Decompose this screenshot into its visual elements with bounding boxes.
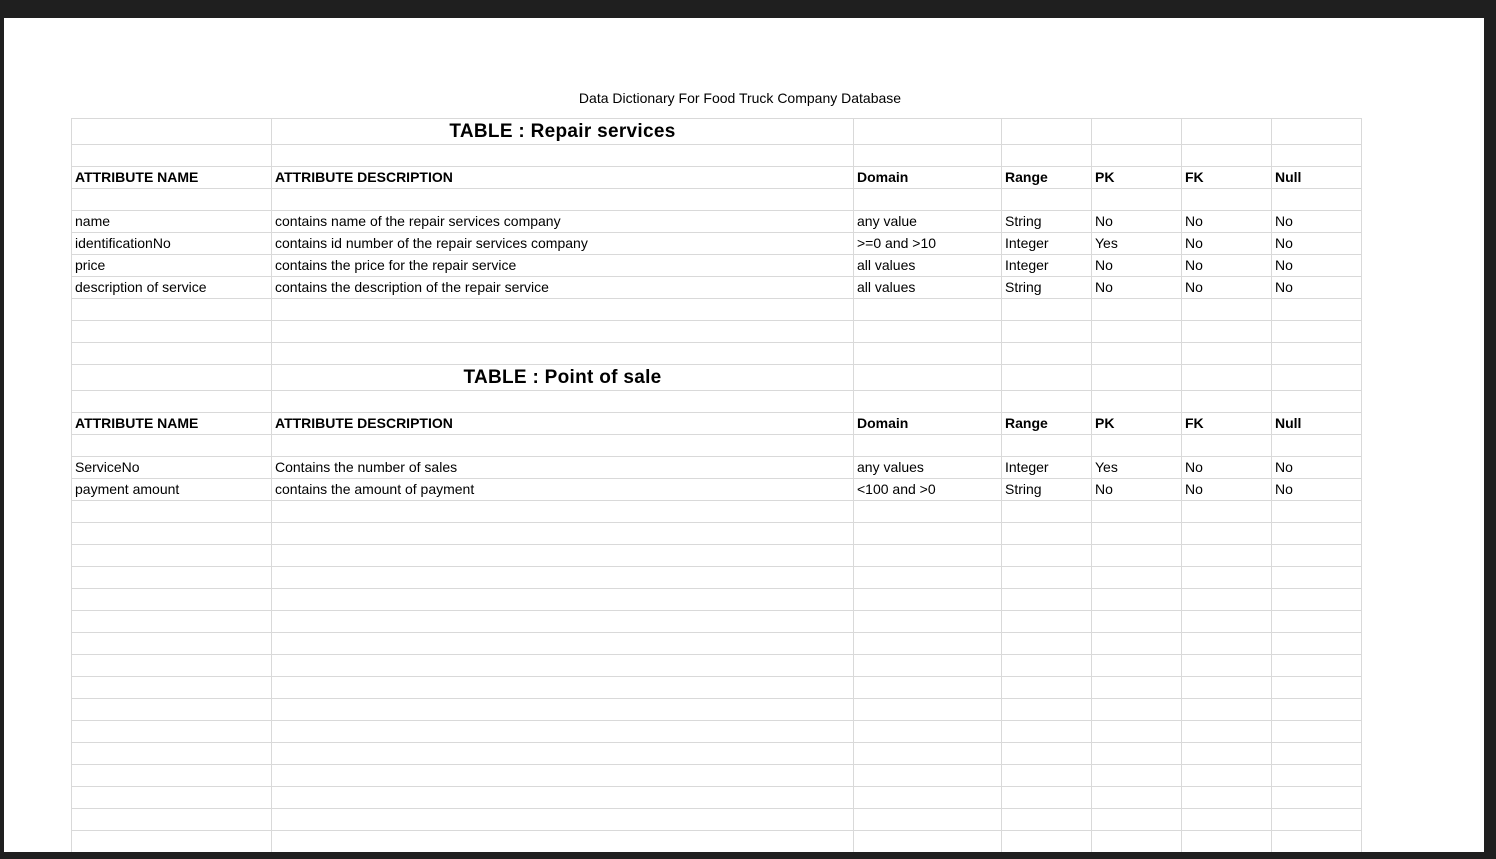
empty-cell bbox=[1182, 721, 1272, 743]
empty-cell bbox=[272, 391, 854, 413]
empty-cell bbox=[1272, 545, 1362, 567]
empty-cell bbox=[1002, 545, 1092, 567]
document-page bbox=[4, 18, 1484, 852]
empty-cell bbox=[854, 743, 1002, 765]
empty-cell bbox=[854, 545, 1002, 567]
table-cell: No bbox=[1092, 211, 1182, 233]
document-title: Data Dictionary For Food Truck Company Database bbox=[578, 90, 902, 106]
empty-cell bbox=[72, 365, 272, 391]
empty-cell bbox=[72, 765, 272, 787]
empty-row bbox=[72, 145, 1362, 167]
empty-cell bbox=[272, 523, 854, 545]
empty-cell bbox=[1002, 189, 1092, 211]
empty-cell bbox=[272, 189, 854, 211]
column-header: Range bbox=[1002, 413, 1092, 435]
table-cell: price bbox=[72, 255, 272, 277]
empty-row bbox=[72, 633, 1362, 655]
table-cell: Integer bbox=[1002, 255, 1092, 277]
empty-cell bbox=[854, 435, 1002, 457]
empty-cell bbox=[1092, 145, 1182, 167]
empty-cell bbox=[1182, 743, 1272, 765]
empty-cell bbox=[1182, 145, 1272, 167]
empty-cell bbox=[1092, 119, 1182, 145]
table-cell: No bbox=[1092, 277, 1182, 299]
column-header: ATTRIBUTE DESCRIPTION bbox=[272, 413, 854, 435]
empty-cell bbox=[854, 655, 1002, 677]
empty-cell bbox=[72, 677, 272, 699]
empty-cell bbox=[1272, 743, 1362, 765]
empty-cell bbox=[72, 721, 272, 743]
empty-cell bbox=[272, 765, 854, 787]
empty-cell bbox=[1002, 633, 1092, 655]
empty-cell bbox=[1272, 567, 1362, 589]
table-cell: No bbox=[1182, 277, 1272, 299]
empty-cell bbox=[1002, 765, 1092, 787]
empty-cell bbox=[854, 523, 1002, 545]
empty-cell bbox=[1182, 321, 1272, 343]
empty-cell bbox=[1272, 633, 1362, 655]
empty-cell bbox=[72, 343, 272, 365]
empty-cell bbox=[1092, 523, 1182, 545]
empty-cell bbox=[272, 809, 854, 831]
empty-cell bbox=[1002, 831, 1092, 853]
empty-row bbox=[72, 321, 1362, 343]
empty-cell bbox=[1182, 633, 1272, 655]
empty-cell bbox=[1182, 567, 1272, 589]
table-row bbox=[72, 255, 1362, 277]
empty-cell bbox=[1002, 787, 1092, 809]
column-header: Domain bbox=[854, 167, 1002, 189]
column-header: PK bbox=[1092, 167, 1182, 189]
empty-cell bbox=[272, 831, 854, 853]
column-header: ATTRIBUTE NAME bbox=[72, 167, 272, 189]
empty-cell bbox=[1002, 655, 1092, 677]
empty-row bbox=[72, 699, 1362, 721]
empty-cell bbox=[1272, 655, 1362, 677]
empty-cell bbox=[854, 611, 1002, 633]
empty-cell bbox=[1002, 699, 1092, 721]
table-row bbox=[72, 457, 1362, 479]
empty-cell bbox=[1092, 189, 1182, 211]
empty-row bbox=[72, 299, 1362, 321]
empty-row bbox=[72, 831, 1362, 853]
table-cell: No bbox=[1272, 233, 1362, 255]
empty-cell bbox=[72, 633, 272, 655]
table-cell: No bbox=[1182, 457, 1272, 479]
table-cell: Integer bbox=[1002, 457, 1092, 479]
empty-cell bbox=[1272, 343, 1362, 365]
empty-cell bbox=[854, 391, 1002, 413]
empty-cell bbox=[1272, 699, 1362, 721]
empty-cell bbox=[1272, 299, 1362, 321]
column-header: Domain bbox=[854, 413, 1002, 435]
empty-cell bbox=[1002, 391, 1092, 413]
empty-cell bbox=[72, 321, 272, 343]
empty-cell bbox=[1002, 809, 1092, 831]
table-cell: No bbox=[1182, 479, 1272, 501]
column-header: Range bbox=[1002, 167, 1092, 189]
table-row bbox=[72, 233, 1362, 255]
empty-cell bbox=[272, 655, 854, 677]
empty-cell bbox=[1092, 787, 1182, 809]
empty-cell bbox=[72, 699, 272, 721]
empty-cell bbox=[1092, 567, 1182, 589]
header-row bbox=[72, 167, 1362, 189]
empty-cell bbox=[854, 677, 1002, 699]
empty-row bbox=[72, 523, 1362, 545]
empty-cell bbox=[1002, 677, 1092, 699]
table-cell: description of service bbox=[72, 277, 272, 299]
empty-row bbox=[72, 189, 1362, 211]
table-title: TABLE : Point of sale bbox=[272, 365, 854, 391]
empty-row bbox=[72, 677, 1362, 699]
empty-cell bbox=[1272, 765, 1362, 787]
empty-cell bbox=[1092, 743, 1182, 765]
empty-cell bbox=[1272, 321, 1362, 343]
empty-cell bbox=[272, 299, 854, 321]
empty-cell bbox=[272, 611, 854, 633]
empty-cell bbox=[1182, 699, 1272, 721]
empty-cell bbox=[272, 343, 854, 365]
empty-cell bbox=[72, 589, 272, 611]
table-title: TABLE : Repair services bbox=[272, 119, 854, 145]
empty-cell bbox=[854, 365, 1002, 391]
table-row bbox=[72, 277, 1362, 299]
empty-cell bbox=[1272, 523, 1362, 545]
empty-cell bbox=[854, 787, 1002, 809]
empty-cell bbox=[1092, 633, 1182, 655]
column-header: ATTRIBUTE NAME bbox=[72, 413, 272, 435]
empty-cell bbox=[1002, 119, 1092, 145]
table-cell: No bbox=[1092, 255, 1182, 277]
empty-cell bbox=[272, 787, 854, 809]
table-cell: Contains the number of sales bbox=[272, 457, 854, 479]
table-cell: contains name of the repair services company bbox=[272, 211, 854, 233]
table-cell: No bbox=[1272, 277, 1362, 299]
empty-cell bbox=[854, 189, 1002, 211]
table-cell: String bbox=[1002, 479, 1092, 501]
empty-cell bbox=[272, 721, 854, 743]
empty-cell bbox=[72, 545, 272, 567]
empty-cell bbox=[72, 523, 272, 545]
empty-cell bbox=[72, 299, 272, 321]
table-cell: No bbox=[1182, 211, 1272, 233]
table-cell: name bbox=[72, 211, 272, 233]
empty-cell bbox=[1182, 787, 1272, 809]
empty-cell bbox=[1182, 299, 1272, 321]
column-header: Null bbox=[1272, 413, 1362, 435]
table-title-row bbox=[72, 365, 1362, 391]
empty-cell bbox=[72, 611, 272, 633]
empty-cell bbox=[272, 435, 854, 457]
empty-cell bbox=[1092, 677, 1182, 699]
empty-cell bbox=[1182, 655, 1272, 677]
column-header: PK bbox=[1092, 413, 1182, 435]
empty-cell bbox=[1272, 589, 1362, 611]
empty-cell bbox=[1272, 677, 1362, 699]
empty-cell bbox=[1272, 119, 1362, 145]
empty-cell bbox=[72, 189, 272, 211]
empty-cell bbox=[1272, 787, 1362, 809]
empty-row bbox=[72, 743, 1362, 765]
empty-row bbox=[72, 809, 1362, 831]
empty-cell bbox=[1182, 189, 1272, 211]
empty-cell bbox=[1272, 501, 1362, 523]
empty-cell bbox=[1092, 765, 1182, 787]
empty-row bbox=[72, 589, 1362, 611]
empty-cell bbox=[72, 567, 272, 589]
table-cell: Yes bbox=[1092, 233, 1182, 255]
table-cell: identificationNo bbox=[72, 233, 272, 255]
empty-cell bbox=[272, 321, 854, 343]
table-cell: contains the description of the repair service bbox=[272, 277, 854, 299]
empty-cell bbox=[1092, 435, 1182, 457]
table-cell: any value bbox=[854, 211, 1002, 233]
empty-cell bbox=[1272, 809, 1362, 831]
empty-cell bbox=[72, 391, 272, 413]
empty-row bbox=[72, 545, 1362, 567]
empty-cell bbox=[854, 589, 1002, 611]
empty-cell bbox=[272, 743, 854, 765]
empty-cell bbox=[1002, 523, 1092, 545]
table-cell: >=0 and >10 bbox=[854, 233, 1002, 255]
empty-cell bbox=[1182, 119, 1272, 145]
empty-cell bbox=[272, 699, 854, 721]
empty-cell bbox=[1092, 365, 1182, 391]
empty-cell bbox=[1092, 655, 1182, 677]
table-title-row bbox=[72, 119, 1362, 145]
empty-cell bbox=[1272, 721, 1362, 743]
empty-row bbox=[72, 567, 1362, 589]
empty-cell bbox=[1002, 589, 1092, 611]
empty-row bbox=[72, 787, 1362, 809]
empty-cell bbox=[1092, 343, 1182, 365]
empty-cell bbox=[1002, 567, 1092, 589]
empty-row bbox=[72, 391, 1362, 413]
empty-cell bbox=[1182, 391, 1272, 413]
column-header: Null bbox=[1272, 167, 1362, 189]
empty-cell bbox=[72, 119, 272, 145]
empty-cell bbox=[854, 699, 1002, 721]
table-cell: <100 and >0 bbox=[854, 479, 1002, 501]
empty-cell bbox=[1272, 391, 1362, 413]
empty-cell bbox=[1002, 365, 1092, 391]
empty-cell bbox=[1092, 589, 1182, 611]
empty-cell bbox=[1092, 831, 1182, 853]
table-cell: No bbox=[1272, 457, 1362, 479]
table-cell: No bbox=[1272, 211, 1362, 233]
empty-cell bbox=[72, 787, 272, 809]
empty-cell bbox=[854, 119, 1002, 145]
header-row bbox=[72, 413, 1362, 435]
table-row bbox=[72, 479, 1362, 501]
table-cell: contains id number of the repair services company bbox=[272, 233, 854, 255]
empty-cell bbox=[72, 809, 272, 831]
empty-row bbox=[72, 611, 1362, 633]
table-cell: Integer bbox=[1002, 233, 1092, 255]
empty-cell bbox=[854, 633, 1002, 655]
empty-cell bbox=[1092, 721, 1182, 743]
empty-cell bbox=[1182, 589, 1272, 611]
empty-cell bbox=[72, 501, 272, 523]
window-top-bar bbox=[0, 0, 1496, 18]
table-cell: No bbox=[1182, 255, 1272, 277]
empty-cell bbox=[1092, 391, 1182, 413]
table-cell: any values bbox=[854, 457, 1002, 479]
empty-cell bbox=[854, 299, 1002, 321]
empty-cell bbox=[1002, 145, 1092, 167]
table-cell: all values bbox=[854, 277, 1002, 299]
table-cell: Yes bbox=[1092, 457, 1182, 479]
empty-cell bbox=[1002, 611, 1092, 633]
empty-row bbox=[72, 655, 1362, 677]
empty-cell bbox=[1182, 501, 1272, 523]
empty-cell bbox=[854, 765, 1002, 787]
empty-cell bbox=[72, 831, 272, 853]
empty-cell bbox=[1182, 435, 1272, 457]
table-cell: all values bbox=[854, 255, 1002, 277]
table-cell: contains the price for the repair service bbox=[272, 255, 854, 277]
column-header: FK bbox=[1182, 167, 1272, 189]
empty-cell bbox=[1092, 321, 1182, 343]
empty-cell bbox=[272, 567, 854, 589]
empty-cell bbox=[1002, 435, 1092, 457]
empty-cell bbox=[1272, 831, 1362, 853]
table-cell: payment amount bbox=[72, 479, 272, 501]
table-row bbox=[72, 211, 1362, 233]
empty-row bbox=[72, 435, 1362, 457]
empty-cell bbox=[1002, 721, 1092, 743]
empty-cell bbox=[1182, 611, 1272, 633]
empty-row bbox=[72, 501, 1362, 523]
empty-cell bbox=[1092, 809, 1182, 831]
table-cell: String bbox=[1002, 277, 1092, 299]
empty-cell bbox=[1182, 365, 1272, 391]
empty-cell bbox=[1272, 611, 1362, 633]
table-cell: No bbox=[1182, 233, 1272, 255]
empty-cell bbox=[1272, 145, 1362, 167]
empty-cell bbox=[854, 567, 1002, 589]
empty-cell bbox=[1002, 343, 1092, 365]
table-cell: No bbox=[1272, 255, 1362, 277]
empty-row bbox=[72, 343, 1362, 365]
empty-cell bbox=[1272, 365, 1362, 391]
empty-cell bbox=[1182, 523, 1272, 545]
empty-cell bbox=[854, 721, 1002, 743]
empty-cell bbox=[854, 145, 1002, 167]
empty-cell bbox=[854, 831, 1002, 853]
empty-cell bbox=[1182, 545, 1272, 567]
table-cell: No bbox=[1272, 479, 1362, 501]
empty-cell bbox=[1092, 299, 1182, 321]
data-dictionary-sheet bbox=[71, 118, 1362, 852]
table-cell: ServiceNo bbox=[72, 457, 272, 479]
empty-cell bbox=[854, 501, 1002, 523]
table-cell: String bbox=[1002, 211, 1092, 233]
empty-cell bbox=[1272, 435, 1362, 457]
column-header: ATTRIBUTE DESCRIPTION bbox=[272, 167, 854, 189]
empty-cell bbox=[72, 743, 272, 765]
empty-cell bbox=[272, 633, 854, 655]
empty-cell bbox=[1182, 831, 1272, 853]
empty-cell bbox=[272, 589, 854, 611]
empty-cell bbox=[1002, 321, 1092, 343]
empty-cell bbox=[854, 343, 1002, 365]
empty-cell bbox=[1182, 765, 1272, 787]
table-cell: No bbox=[1092, 479, 1182, 501]
empty-cell bbox=[1182, 343, 1272, 365]
empty-cell bbox=[272, 145, 854, 167]
empty-row bbox=[72, 721, 1362, 743]
empty-cell bbox=[1002, 299, 1092, 321]
empty-cell bbox=[72, 435, 272, 457]
empty-cell bbox=[854, 809, 1002, 831]
empty-row bbox=[72, 765, 1362, 787]
empty-cell bbox=[1002, 501, 1092, 523]
empty-cell bbox=[1272, 189, 1362, 211]
table-cell: contains the amount of payment bbox=[272, 479, 854, 501]
empty-cell bbox=[1092, 545, 1182, 567]
empty-cell bbox=[1092, 611, 1182, 633]
empty-cell bbox=[72, 145, 272, 167]
empty-cell bbox=[1002, 743, 1092, 765]
empty-cell bbox=[272, 501, 854, 523]
empty-cell bbox=[854, 321, 1002, 343]
empty-cell bbox=[1092, 501, 1182, 523]
empty-cell bbox=[272, 677, 854, 699]
empty-cell bbox=[272, 545, 854, 567]
column-header: FK bbox=[1182, 413, 1272, 435]
empty-cell bbox=[1182, 809, 1272, 831]
empty-cell bbox=[72, 655, 272, 677]
empty-cell bbox=[1182, 677, 1272, 699]
empty-cell bbox=[1092, 699, 1182, 721]
